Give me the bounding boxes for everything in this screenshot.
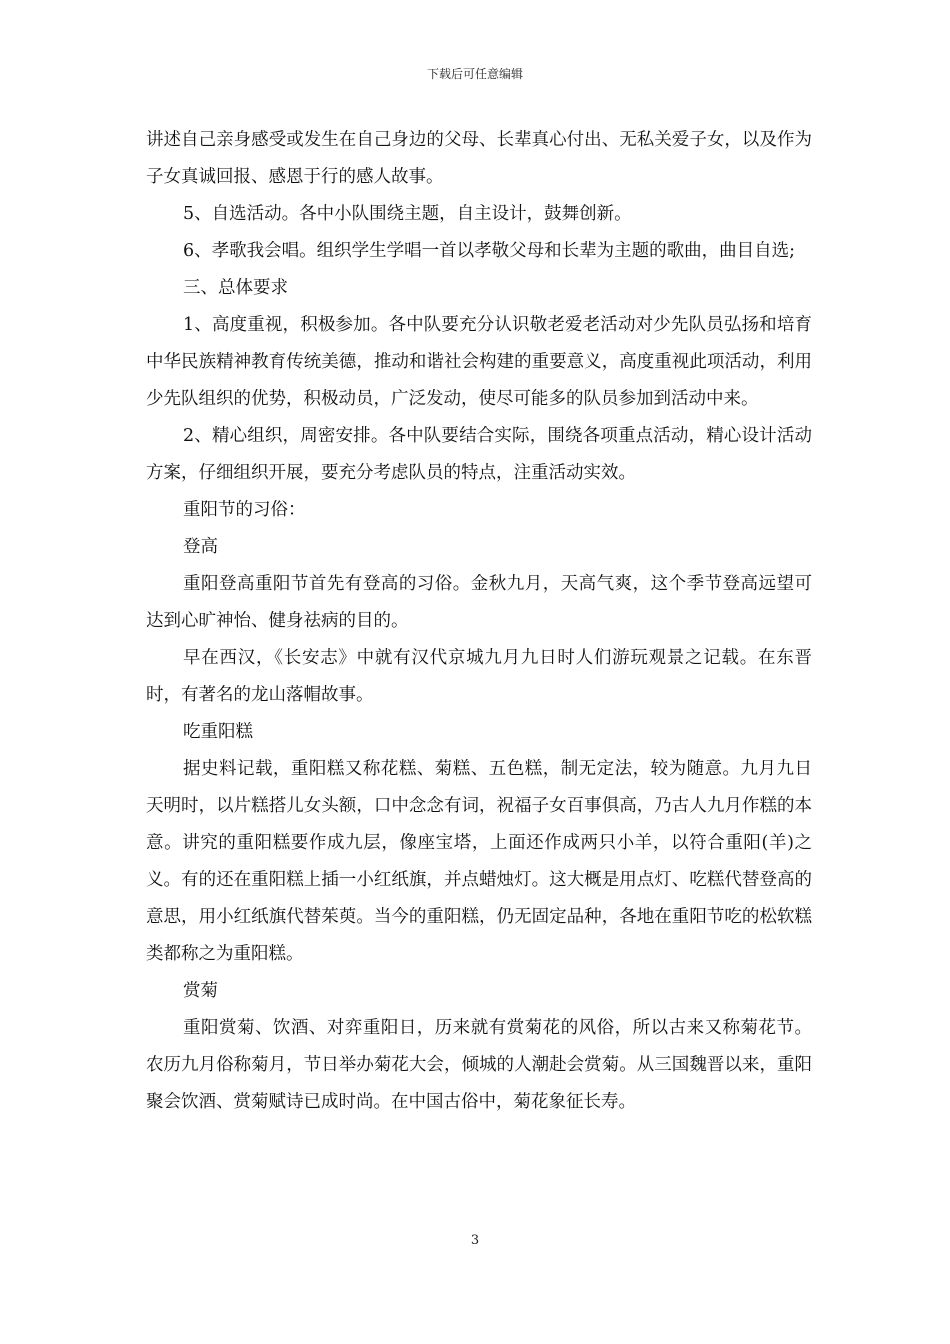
paragraph: 5、自选活动。各中小队围绕主题，自主设计，鼓舞创新。 (183, 204, 632, 224)
page-header: 下载后可任意编辑 (426, 67, 523, 81)
paragraph: 三、总体要求 (183, 278, 288, 298)
paragraph: 重阳登高重阳节首先有登高的习俗。金秋九月，天高气爽，这个季节登高远望可达到心旷神怡、健身祛病的目的。 (146, 574, 812, 631)
paragraph: 重阳节的习俗： (183, 500, 306, 520)
paragraph: 2、精心组织，周密安排。各中队要结合实际，围绕各项重点活动，精心设计活动方案，仔细组织开展，要充分考虑队员的特点，注重活动实效。 (146, 426, 812, 483)
paragraph: 早在西汉，《长安志》中就有汉代京城九月九日时人们游玩观景之记载。在东晋时，有著名的龙山落帽故事。 (146, 648, 812, 705)
paragraph: 1、高度重视，积极参加。各中队要充分认识敬老爱老活动对少先队员弘扬和培育中华民族精神教育传统美德，推动和谐社会构建的重要意义，高度重视此项活动，利用少先队组织的优势，积极动员，广泛发动，使尽可能多的队员参加到活动中来。 (146, 315, 812, 409)
paragraph: 据史料记载，重阳糕又称花糕、菊糕、五色糕，制无定法，较为随意。九月九日天明时，以片糕搭儿女头额，口中念念有词，祝福子女百事俱高，乃古人九月作糕的本意。讲究的重阳糕要作成九层，像座宝塔，上面还作成两只小羊，以符合重阳(羊)之义。有的还在重阳糕上插一小红纸旗，并点蜡烛灯。这大概是用点灯、吃糕代替登高的意思，用小红纸旗代替茱萸。当今的重阳糕，仍无固定品种，各地在重阳节吃的松软糕类都称之为重阳糕。 (146, 759, 812, 964)
paragraph: 讲述自己亲身感受或发生在自己身边的父母、长辈真心付出、无私关爱子女，以及作为子女真诚回报、感恩于行的感人故事。 (146, 130, 812, 187)
paragraph: 吃重阳糕 (183, 722, 253, 742)
paragraph: 登高 (183, 537, 218, 557)
page-number: 3 (470, 1233, 480, 1248)
paragraph: 赏菊 (183, 981, 218, 1001)
paragraph: 6、孝歌我会唱。组织学生学唱一首以孝敬父母和长辈为主题的歌曲，曲目自选; (183, 241, 796, 261)
document-body (146, 122, 812, 1121)
paragraph: 重阳赏菊、饮酒、对弈重阳日，历来就有赏菊花的风俗，所以古来又称菊花节。农历九月俗称菊月，节日举办菊花大会，倾城的人潮赴会赏菊。从三国魏晋以来，重阳聚会饮酒、赏菊赋诗已成时尚。在中国古俗中，菊花象征长寿。 (146, 1018, 812, 1112)
